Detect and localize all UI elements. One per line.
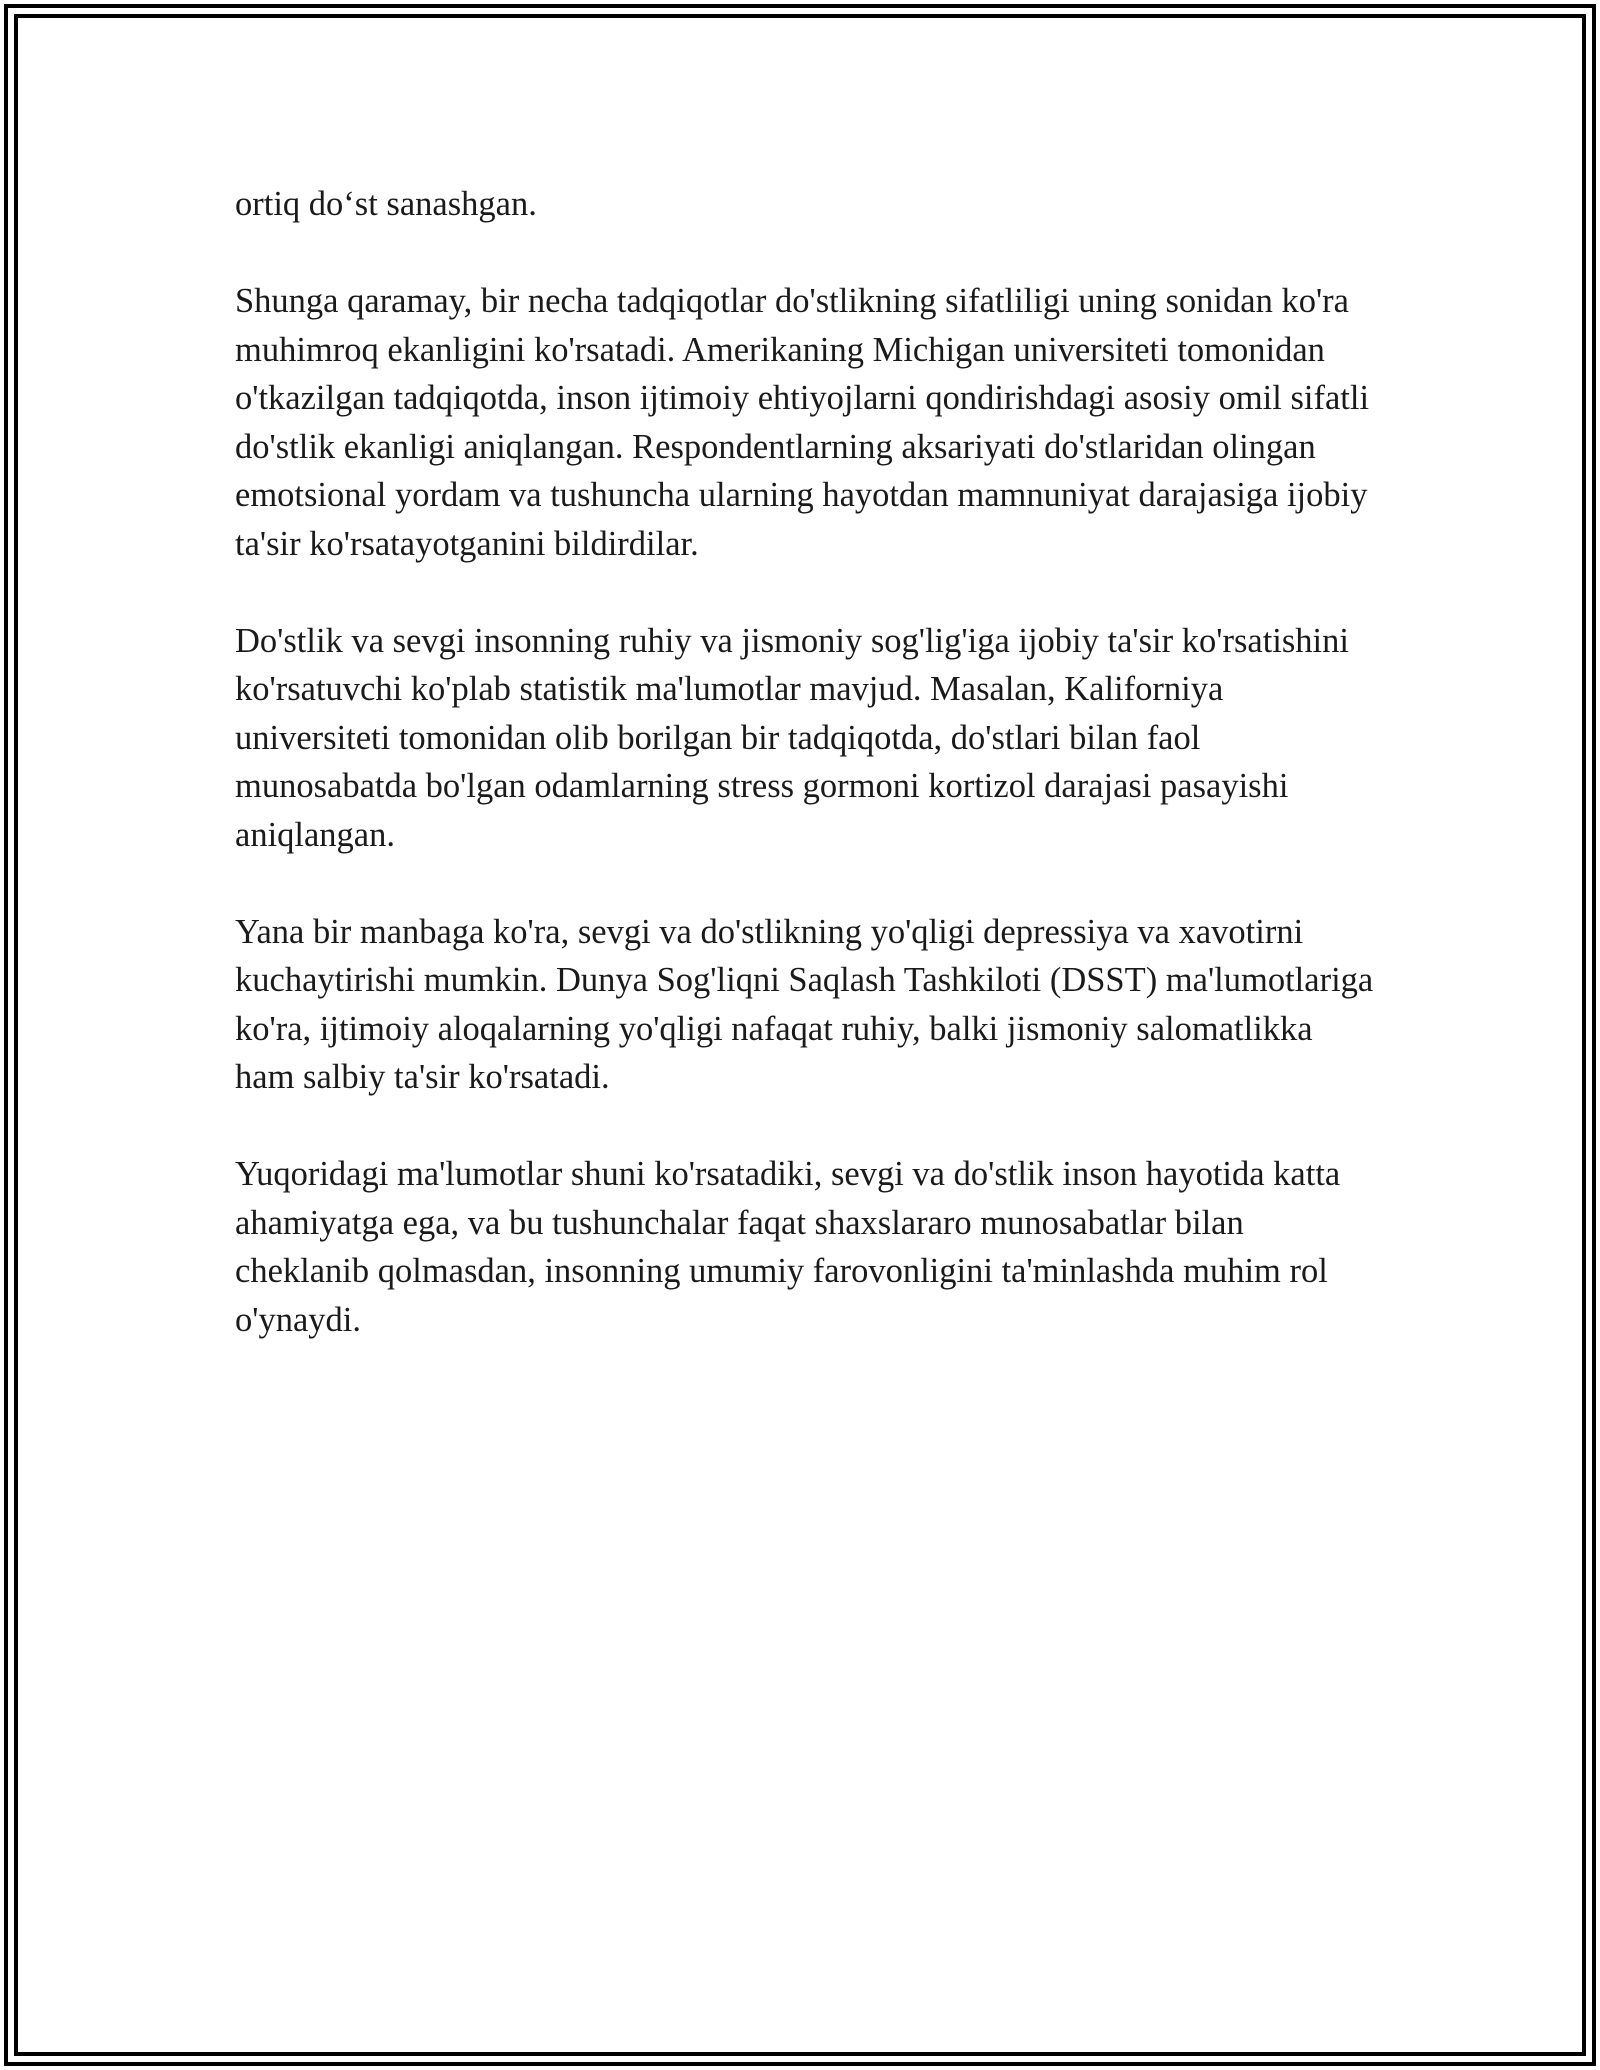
paragraph-continuation: ortiq do‘st sanashgan. (235, 185, 537, 223)
paragraph-conclusion: Yuqoridagi ma'lumotlar shuni ko'rsatadiki, sevgi va do'stlik inson hayotida katta ahamiyatga ega, va bu tushunchalar faqat shaxslararo munosabatlar bilan cheklanib qolmasdan, insonning umumiy farovonligini ta'minlashda muhim rol o'ynaydi. (235, 1155, 1341, 1339)
paragraph-depression-risk: Yana bir manbaga ko'ra, sevgi va do'stlikning yo'qligi depressiya va xavotirni kuchaytirishi mumkin. Dunya Sog'liqni Saqlash Tashkiloti (DSST) ma'lumotlariga ko'ra, ijtimoiy aloqalarning yo'qligi nafaqat ruhiy, balki jismoniy salomatlikka ham salbiy ta'sir ko'rsatadi. (235, 912, 1374, 1096)
document-body (235, 180, 1375, 1344)
paragraph-friendship-quality: Shunga qaramay, bir necha tadqiqotlar do'stlikning sifatliligi uning sonidan ko'ra muhimroq ekanligini ko'rsatadi. Amerikaning Michigan universiteti tomonidan o'tkazilgan tadqiqotda, inson ijtimoiy ehtiyojlarni qondirishdagi asosiy omil sifatli do'stlik ekanligi aniqlangan. Respondentlarning aksariyati do'stlaridan olingan emotsional yordam va tushuncha ularning hayotdan mamnuniyat darajasiga ijobiy ta'sir ko'rsatayotganini bildirdilar. (235, 282, 1370, 563)
paragraph-health-statistics: Do'stlik va sevgi insonning ruhiy va jismoniy sog'lig'iga ijobiy ta'sir ko'rsatishini ko'rsatuvchi ko'plab statistik ma'lumotlar mavjud. Masalan, Kaliforniya universiteti tomonidan olib borilgan bir tadqiqotda, do'stlari bilan faol munosabatda bo'lgan odamlarning stress gormoni kortizol darajasi pasayishi aniqlangan. (235, 621, 1349, 854)
